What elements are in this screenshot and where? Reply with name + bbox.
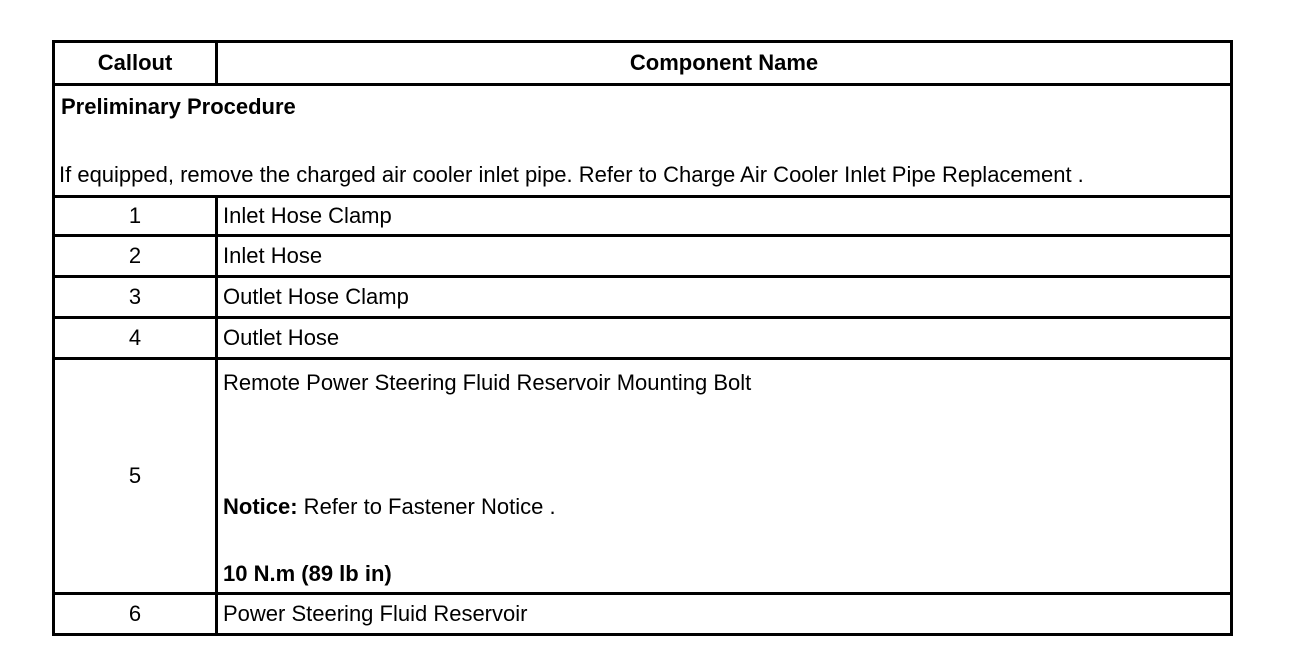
callout-cell: 5 <box>128 463 142 488</box>
preliminary-procedure-row <box>55 86 1230 195</box>
preliminary-procedure-title: Preliminary Procedure <box>61 94 296 119</box>
table-row <box>55 198 1230 234</box>
component-name-cell: Inlet Hose Clamp <box>223 203 392 228</box>
notice-label: Notice: <box>223 494 298 519</box>
callout-cell: 4 <box>128 325 142 350</box>
preliminary-procedure-text: If equipped, remove the charged air cooler inlet pipe. Refer to Charge Air Cooler Inlet Pipe Replacement . <box>59 162 1084 187</box>
header-callout: Callout <box>97 50 173 75</box>
table-row <box>55 595 1230 633</box>
column-divider <box>215 43 218 83</box>
header-component-name: Component Name <box>629 50 819 75</box>
table-row <box>55 278 1230 316</box>
table-header-row <box>55 43 1230 83</box>
callout-cell: 6 <box>128 601 142 626</box>
table-row <box>55 360 1230 592</box>
component-table <box>52 40 1233 636</box>
callout-cell: 2 <box>128 243 142 268</box>
table-row <box>55 237 1230 275</box>
component-name-cell: Power Steering Fluid Reservoir <box>223 601 528 626</box>
notice-line <box>223 494 556 520</box>
component-name-cell: Outlet Hose Clamp <box>223 284 409 309</box>
callout-cell: 1 <box>128 203 142 228</box>
callout-cell: 3 <box>128 284 142 309</box>
table-row <box>55 319 1230 357</box>
column-divider <box>215 195 218 633</box>
component-name-cell: Inlet Hose <box>223 243 323 268</box>
component-name-cell: Remote Power Steering Fluid Reservoir Mounting Bolt <box>223 370 752 395</box>
torque-spec: 10 N.m (89 lb in) <box>223 561 392 586</box>
notice-text: Refer to Fastener Notice . <box>297 494 556 519</box>
component-name-cell: Outlet Hose <box>223 325 340 350</box>
